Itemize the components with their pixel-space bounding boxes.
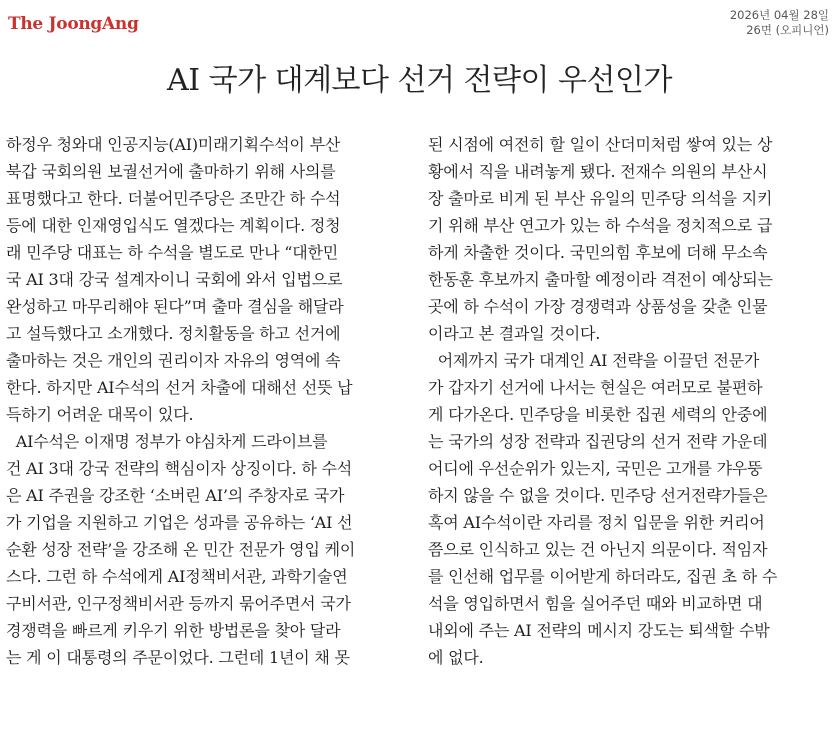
article-line: 쯤으로 인식하고 있는 건 아닌지 의문이다. 적임자 — [428, 540, 768, 559]
article-line: 황에서 직을 내려놓게 됐다. 전재수 의원의 부산시 — [428, 162, 768, 181]
article-line: 경쟁력을 빠르게 키우기 위한 방법론을 찾아 달라 — [6, 621, 341, 640]
article-line: 어디에 우선순위가 있는지, 국민은 고개를 갸우뚱 — [428, 459, 763, 478]
article-line: 한동훈 후보까지 출마할 예정이라 격전이 예상되는 — [428, 270, 773, 289]
newspaper-logo: The JoongAng — [8, 14, 139, 34]
article-line: 은 AI 주권을 강조한 ‘소버린 AI’의 주창자로 국가 — [6, 486, 345, 505]
page-section: 26면 (오피니언) — [746, 23, 829, 37]
article-line: 가 기업을 지원하고 기업은 성과를 공유하는 ‘AI 선 — [6, 513, 353, 532]
article-column-right — [428, 131, 828, 671]
article-line: 기 위해 부산 연고가 있는 하 수석을 정치적으로 급 — [428, 216, 773, 235]
article-line: 북갑 국회의원 보궐선거에 출마하기 위해 사의를 — [6, 162, 336, 181]
article-line: 래 민주당 대표는 하 수석을 별도로 만나 “대한민 — [6, 243, 339, 262]
article-line: 표명했다고 한다. 더불어민주당은 조만간 하 수석 — [6, 189, 341, 208]
article-headline: AI 국가 대계보다 선거 전략이 우선인가 — [167, 63, 672, 98]
article-line: 석을 영입하면서 힘을 실어주던 때와 비교하면 대 — [428, 594, 763, 613]
article-line: 어제까지 국가 대계인 AI 전략을 이끌던 전문가 — [428, 351, 760, 370]
article-line: 한다. 하지만 AI수석의 선거 차출에 대해선 선뜻 납 — [6, 378, 353, 397]
article-line: 득하기 어려운 대목이 있다. — [6, 405, 194, 424]
article-line: 구비서관, 인구정책비서관 등까지 묶어주면서 국가 — [6, 594, 351, 613]
article-line: 건 AI 3대 강국 전략의 핵심이자 상징이다. 하 수석 — [6, 459, 353, 478]
article-line: 고 설득했다고 소개했다. 정치활동을 하고 선거에 — [6, 324, 341, 343]
article-line: 하정우 청와대 인공지능(AI)미래기획수석이 부산 — [6, 135, 341, 154]
article-line: 등에 대한 인재영입식도 열겠다는 계획이다. 정청 — [6, 216, 341, 235]
article-line: 국 AI 3대 강국 설계자이니 국회에 와서 입법으로 — [6, 270, 343, 289]
article-column-left — [6, 131, 406, 671]
article-line: 는 국가의 성장 전략과 집권당의 선거 전략 가운데 — [428, 432, 768, 451]
publication-date: 2026년 04월 28일 — [729, 8, 829, 22]
article-line: 곳에 하 수석이 가장 경쟁력과 상품성을 갖춘 인물 — [428, 297, 768, 316]
article-line: 가 갑자기 선거에 나서는 현실은 여러모로 불편하 — [428, 378, 763, 397]
page-header — [0, 0, 839, 48]
article-line: 이라고 본 결과일 것이다. — [428, 324, 601, 343]
article-line: AI수석은 이재명 정부가 야심차게 드라이브를 — [6, 432, 328, 451]
article-line: 순환 성장 전략’을 강조해 온 민간 전문가 영입 케이 — [6, 540, 356, 559]
article-line: 내외에 주는 AI 전략의 메시지 강도는 퇴색할 수밖 — [428, 621, 770, 640]
article-line: 된 시점에 여전히 할 일이 산더미처럼 쌓여 있는 상 — [428, 135, 773, 154]
article-line: 하게 차출한 것이다. 국민의힘 후보에 더해 무소속 — [428, 243, 768, 262]
article-line: 게 다가온다. 민주당을 비롯한 집권 세력의 안중에 — [428, 405, 768, 424]
article-line: 하지 않을 수 없을 것이다. 민주당 선거전략가들은 — [428, 486, 768, 505]
article-line: 장 출마로 비게 된 부산 유일의 민주당 의석을 지키 — [428, 189, 773, 208]
article-line: 에 없다. — [428, 648, 484, 667]
article-line: 는 게 이 대통령의 주문이었다. 그런데 1년이 채 못 — [6, 648, 350, 667]
edition-info — [730, 8, 829, 38]
article-line: 스다. 그런 하 수석에게 AI정책비서관, 과학기술연 — [6, 567, 348, 586]
article-line: 완성하고 마무리해야 된다”며 출마 결심을 해달라 — [6, 297, 344, 316]
article-line: 를 인선해 업무를 이어받게 하더라도, 집권 초 하 수 — [428, 567, 778, 586]
article-line: 출마하는 것은 개인의 권리이자 자유의 영역에 속 — [6, 351, 341, 370]
article-line: 혹여 AI수석이란 자리를 정치 입문을 위한 커리어 — [428, 513, 765, 532]
